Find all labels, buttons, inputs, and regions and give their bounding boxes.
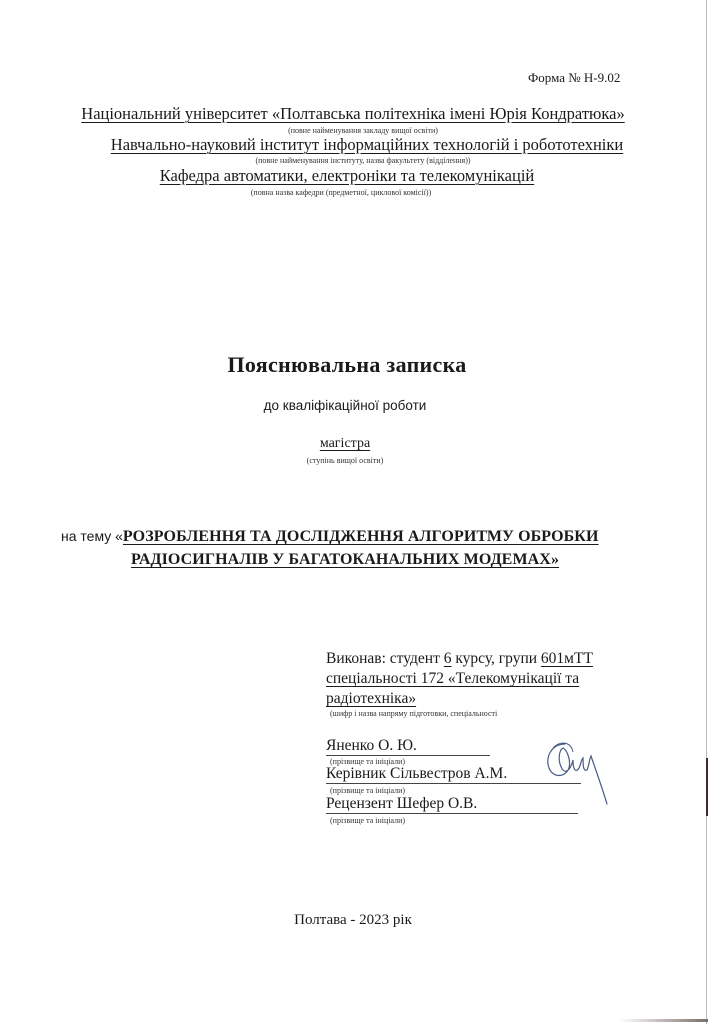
group-value: 601мТТ [540,650,593,667]
city-year: Полтава - 2023 рік [294,912,412,928]
degree-hint: (ступінь вищої освіти) [306,456,384,465]
signature-icon [543,738,613,818]
university-name: Національний університет «Полтавська політехніка імені Юрія Кондратюка» [81,104,625,123]
document-subtitle: до кваліфікаційної роботи [263,398,427,413]
institute-hint: (повне найменування інституту, назва факультету (відділення)) [255,156,471,165]
student-name-line [326,737,490,756]
performer-label: Виконав: студент [326,650,440,667]
scan-shadow [706,758,708,816]
specialty-hint: (шифр і назва напряму підготовки, спеціальності [330,709,498,718]
specialty-line-1: спеціальності 172 «Телекомунікації та [326,670,580,687]
supervisor-name: Керівник Сільвестров А.М. [326,765,581,784]
university-hint: (повне найменування закладу вищої освіти) [288,126,438,135]
department-hint: (повна назва кафедри (предметної, циклової комісії)) [250,188,432,197]
topic-prefix: на тему « [61,528,123,544]
document-title: Пояснювальна записка [227,352,467,377]
student-hint: (прізвище та ініціали) [330,757,406,766]
performer-line [326,650,593,668]
topic-line-1 [61,528,599,546]
institute-name: Навчально-науковий інститут інформаційних технологій і робототехніки [110,135,624,154]
scan-shadow-bottom [620,1019,708,1022]
supervisor-hint: (прізвище та ініціали) [330,786,406,795]
reviewer-line [326,795,578,814]
department-name: Кафедра автоматики, електроніки та телекомунікацій [159,166,535,185]
form-number: Форма № Н-9.02 [528,70,621,85]
reviewer-hint: (прізвище та ініціали) [330,816,406,825]
topic-title-2: РАДІОСИГНАЛІВ У БАГАТОКАНАЛЬНИХ МОДЕМАХ» [131,551,560,568]
specialty-line-2: радіотехніка» [326,690,417,707]
degree: магістра [319,436,371,451]
reviewer-name: Рецензент Шефер О.В. [326,795,578,814]
course-value: 6 [443,650,452,667]
student-name: Яненко О. Ю. [326,737,490,756]
topic-title-1: РОЗРОБЛЕННЯ ТА ДОСЛІДЖЕННЯ АЛГОРИТМУ ОБРОБКИ [122,528,599,545]
topic-line-2 [131,551,559,569]
course-label: курсу, групи [455,650,538,667]
